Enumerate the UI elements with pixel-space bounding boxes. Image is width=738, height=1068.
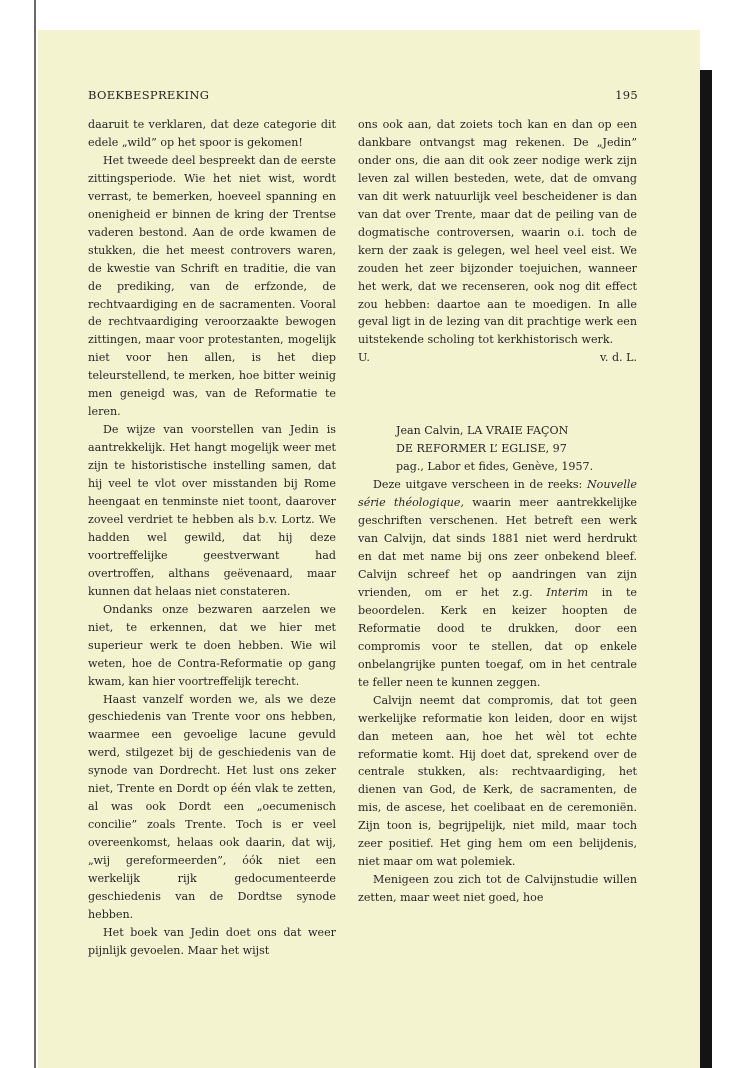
review-signature xyxy=(358,349,637,367)
text-run: waarin meer aantrekkelijke geschriften verschenen. Het betreft een werk van Calvijn, dat sinds 1881 niet werd herdrukt en dat met name bij ons zeer onbekend bleef. Calvijn schreef het op aandringen van zijn vrienden, om er het z.g. xyxy=(358,496,637,599)
paragraph: De wijze van voorstellen van Jedin is aantrekkelijk. Het hangt mogelijk weer met zijn te historistische instelling samen, dat hij veel te vlot over misstanden bij Rome heengaat en tenminste niet toont, daarover zoveel verdriet te hebben als b.v. Lortz. We hadden wel gewild, dat hij deze voortreffelijke geestverwant had overtroffen, althans geëvenaard, maar kunnen dat helaas niet constateren. xyxy=(88,423,336,598)
biblio-line: pag., Labor et fides, Genève, 1957. xyxy=(396,460,594,474)
scan-shadow xyxy=(700,70,712,1068)
right-column xyxy=(358,116,637,907)
running-header xyxy=(88,88,638,108)
series-name: Nouvelle série théologique, xyxy=(358,478,637,510)
bibliographic-entry xyxy=(396,422,637,476)
paragraph: daaruit te verklaren, dat deze categorie dit edele „wild” op het spoor is gekomen! xyxy=(88,118,336,149)
reviewer-initials: v. d. L. xyxy=(599,351,637,365)
paragraph: Calvijn neemt dat compromis, dat tot geen werkelijke reformatie kon leiden, door en wijst dan meteen aan, hoe het wèl tot echte reformatie komt. Hij doet dat, sprekend over de centrale stukken, als: rechtvaardiging, het dienen van God, de Kerk, de sacramenten, de mis, de ascese, het coelibaat en de ceremoniën. Zijn toon is, begrijpelijk, niet mild, maar toch zeer positief. Het ging hem om een belijdenis, niet maar om wat polemiek. xyxy=(358,693,637,869)
book-page xyxy=(38,30,700,1068)
running-title: BOEKBESPREKING xyxy=(88,88,210,102)
paragraph: Het boek van Jedin doet ons dat weer pijnlijk gevoelen. Maar het wijst xyxy=(88,925,336,957)
paragraph xyxy=(358,476,637,691)
text-run: in te beoordelen. Kerk en keizer hoopten de Reformatie dood te drukken, door een compromis voor te stellen, dat op enkele onbelangrijke punten toegaf, om in het centrale te feller neen te kunnen zeggen. xyxy=(358,585,637,689)
text-run: Deze uitgave verscheen in de reeks: xyxy=(373,478,587,492)
signature-initial: U. xyxy=(358,351,370,365)
paragraph: Haast vanzelf worden we, als we deze geschiedenis van Trente voor ons hebben, waarmee een gevoelige lacune gevuld werd, stilgezet bij de geschiedenis van de synode van Dordrecht. Het lust ons zeker niet, Trente en Dordt op één vlak te zetten, al was ook Dordt een „oecumenisch concilie” zoals Trente. Toch is er veel overeenkomst, helaas ook daarin, dat wij, „wij gereformeerden”, óók niet een werkelijk rijk gedocumenteerde geschiedenis van de Dordtse synode hebben. xyxy=(88,692,336,921)
left-column xyxy=(88,116,336,960)
interim-term: Interim xyxy=(546,585,589,599)
paragraph: ons ook aan, dat zoiets toch kan en dan op een dankbare ontvangst mag rekenen. De „Jedin” onder ons, die aan dit ook zeer nodige werk zijn leven zal willen besteden, wete, dat de omvang van dit werk natuurlijk veel bescheidener is dan van dat over Trente, maar dat de peiling van de dogmatische controversen, waarin o.i. toch de kern der zaak is gelegen, wel heel veel eist. We zouden het zeer bijzonder toejuichen, wanneer het werk, dat we recenseren, ook nog dit effect zou hebben: daartoe aan te moedigen. In alle geval ligt in de lezing van dit prachtige werk een uitstekende scholing tot kerkhistorisch werk. xyxy=(358,118,637,347)
biblio-line: DE REFORMER L’ EGLISE, 97 xyxy=(396,442,567,456)
paragraph: Menigeen zou zich tot de Calvijnstudie willen zetten, maar weet niet goed, hoe xyxy=(358,873,637,905)
paragraph: Het tweede deel bespreekt dan de eerste zittingsperiode. Wie het niet wist, wordt verrast, te bemerken, hoeveel spanning en onenigheid er binnen de kring der Trentse vaderen bestond. Aan de orde kwamen de stukken, die het meest controvers waren, de kwestie van Schrift en traditie, die van de prediking, van de erfzonde, de rechtvaardiging en de sacramenten. Vooral de rechtvaardiging veroorzaakte bewogen zittingen, maar voor protestanten, mogelijk niet voor hen allen, is het diep teleurstellend, te merken, hoe bitter weinig men geneigd was, van de Reformatie te leren. xyxy=(88,153,336,419)
page-number: 195 xyxy=(615,88,638,102)
biblio-line: Jean Calvin, LA VRAIE FAÇON xyxy=(396,424,569,438)
paragraph: Ondanks onze bezwaren aarzelen we niet, te erkennen, dat we hier met superieur werk te doen hebben. Wie wil weten, hoe de Contra-Reformatie op gang kwam, kan hier voortreffelijk terecht. xyxy=(88,602,336,688)
